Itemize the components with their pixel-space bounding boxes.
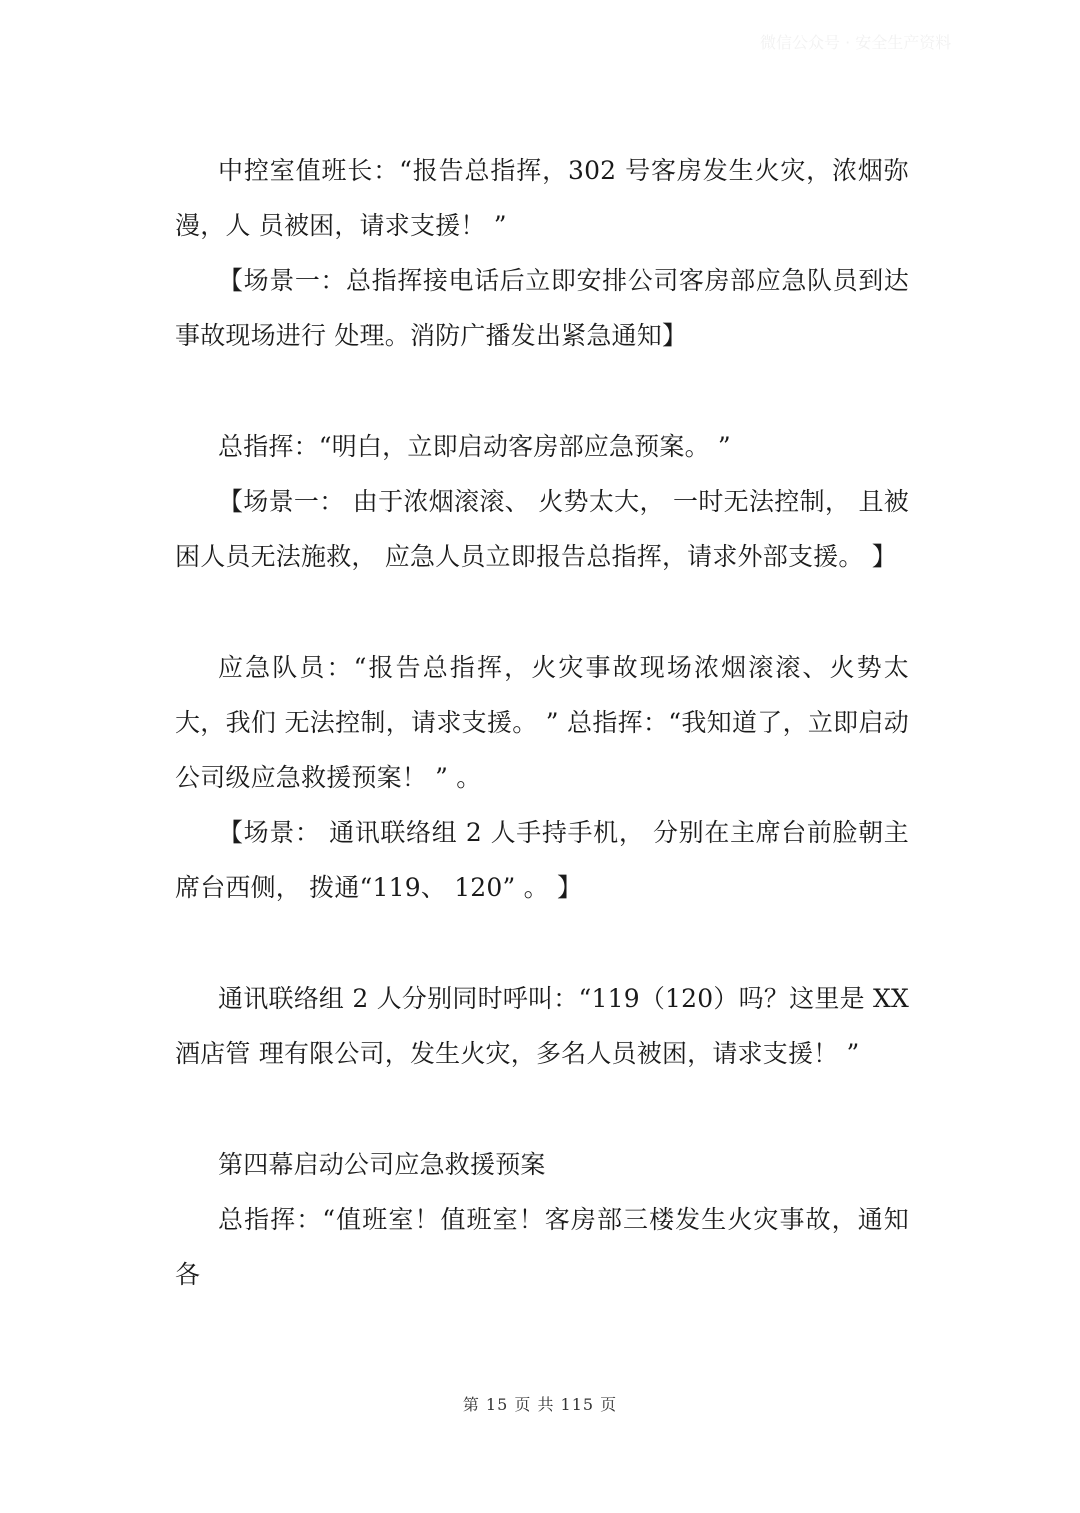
paragraph-gap [175, 584, 909, 640]
paragraph-8: 总指挥：“值班室！值班室！客房部三楼发生火灾事故，通知各 [175, 1205, 909, 1289]
paragraph-gap [175, 1081, 909, 1137]
section-heading: 第四幕启动公司应急救援预案 [218, 1150, 546, 1179]
paragraph-7: 通讯联络组 2 人分别同时呼叫：“119（120）吗？这里是 XX 酒店管 理有限公司，发生火灾，多名人员被困，请求支援！ ” [175, 984, 909, 1068]
paragraph-2: 【场景一：总指挥接电话后立即安排公司客房部应急队员到达事故现场进行 处理。消防广播发出紧急通知】 [175, 266, 909, 350]
paragraph-gap [175, 363, 909, 419]
paragraph-4: 【场景一： 由于浓烟滚滚、 火势太大， 一时无法控制， 且被困人员无法施救， 应急人员立即报告总指挥，请求外部支援。 】 [175, 487, 909, 571]
paragraph-6: 【场景： 通讯联络组 2 人手持手机， 分别在主席台前脸朝主席台西侧， 拨通“119、 120” 。 】 [175, 818, 909, 902]
paragraph-5: 应急队员：“报告总指挥，火灾事故现场浓烟滚滚、火势太大，我们 无法控制，请求支援。 ” 总指挥：“我知道了，立即启动公司级应急救援预案！ ” 。 [175, 653, 909, 792]
paragraph-1: 中控室值班长：“报告总指挥，302 号客房发生火灾，浓烟弥漫，人 员被困，请求支援！ ” [175, 156, 909, 240]
page-number: 第 15 页 共 115 页 [462, 1395, 618, 1414]
paragraph-gap [175, 915, 909, 971]
paragraph-3: 总指挥：“明白，立即启动客房部应急预案。 ” [218, 432, 731, 461]
document-body [175, 143, 909, 1302]
watermark-text: 微信公众号 · 安全生产资料 [760, 33, 952, 52]
